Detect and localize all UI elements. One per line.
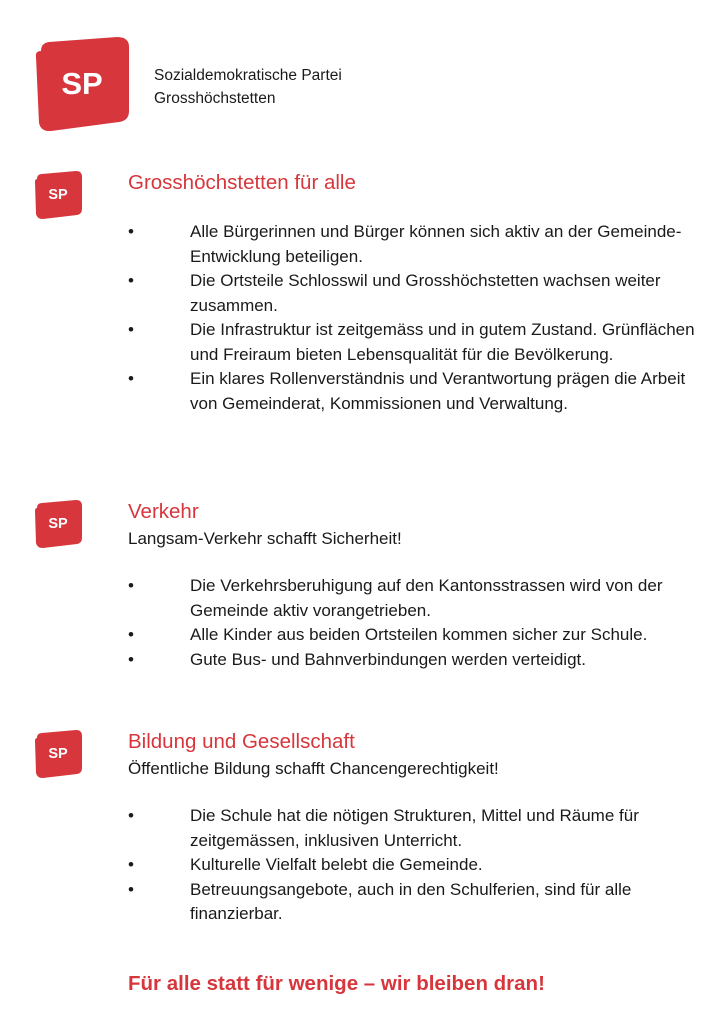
bullet-icon: • [128, 625, 134, 644]
section-title: Verkehr [128, 500, 199, 523]
list-item: • Die Infrastruktur ist zeitgemäss und in gutem Zustand. Grünflächen und Freiraum bieten Lebensqualität für die Bevölkerung. [128, 320, 695, 364]
list-item: • Betreuungsangebote, auch in den Schulferien, sind für alle finanzierbar. [128, 879, 632, 923]
bullet-icon: • [128, 576, 134, 595]
list-item: • Ein klares Rollenverständnis und Verantwortung prägen die Arbeit von Gemeinderat, Kommissionen und Verwaltung. [128, 369, 686, 413]
bullet-icon: • [128, 369, 134, 388]
slogan: Für alle statt für wenige – wir bleiben dran! [128, 972, 545, 995]
bullet-list [128, 220, 698, 416]
list-item: • Kulturelle Vielfalt belebt die Gemeinde. [128, 853, 698, 878]
bullet-list [128, 804, 698, 927]
list-item: • Alle Bürgerinnen und Bürger können sich aktiv an der Gemeinde-Entwicklung beteiligen. [128, 222, 682, 266]
bullet-icon: • [128, 879, 134, 899]
list-item: • Die Ortsteile Schlosswil und Grosshöchstetten wachsen weiter zusammen. [128, 271, 661, 315]
section-grosshoechstetten [128, 170, 698, 416]
section-sp-logo-text: SP [48, 516, 68, 532]
bullet-list [128, 574, 698, 672]
section-subtitle: Öffentliche Bildung schafft Chancengerechtigkeit! [128, 759, 499, 778]
section-sp-logo [34, 171, 82, 219]
section-title: Bildung und Gesellschaft [128, 730, 355, 753]
section-sp-logo [34, 730, 82, 778]
section-bildung [128, 729, 698, 927]
section-sp-logo-text: SP [48, 187, 68, 203]
section-sp-logo-text: SP [48, 746, 68, 762]
party-name-line2: Grosshöchstetten [154, 90, 276, 107]
party-name-line1: Sozialdemokratische Partei [154, 67, 342, 84]
bullet-icon: • [128, 649, 134, 669]
section-subtitle: Langsam-Verkehr schafft Sicherheit! [128, 529, 402, 548]
section-verkehr [128, 499, 698, 672]
list-item: • Gute Bus- und Bahnverbindungen werden verteidigt. [128, 648, 698, 673]
sp-logo-text: SP [61, 66, 103, 101]
list-item: • Die Verkehrsberuhigung auf den Kantonsstrassen wird von der Gemeinde aktiv vorangetrieben. [128, 576, 663, 620]
sp-logo [35, 37, 129, 131]
section-title: Grosshöchstetten für alle [128, 171, 356, 194]
bullet-icon: • [128, 806, 134, 825]
list-item: • Alle Kinder aus beiden Ortsteilen kommen sicher zur Schule. [128, 623, 698, 648]
party-name [154, 64, 342, 110]
bullet-icon: • [128, 222, 134, 241]
bullet-icon: • [128, 271, 134, 290]
list-item: • Die Schule hat die nötigen Strukturen, Mittel und Räume für zeitgemässen, inklusiven Unterricht. [128, 806, 639, 850]
bullet-icon: • [128, 320, 134, 339]
bullet-icon: • [128, 855, 134, 874]
section-sp-logo [34, 500, 82, 548]
